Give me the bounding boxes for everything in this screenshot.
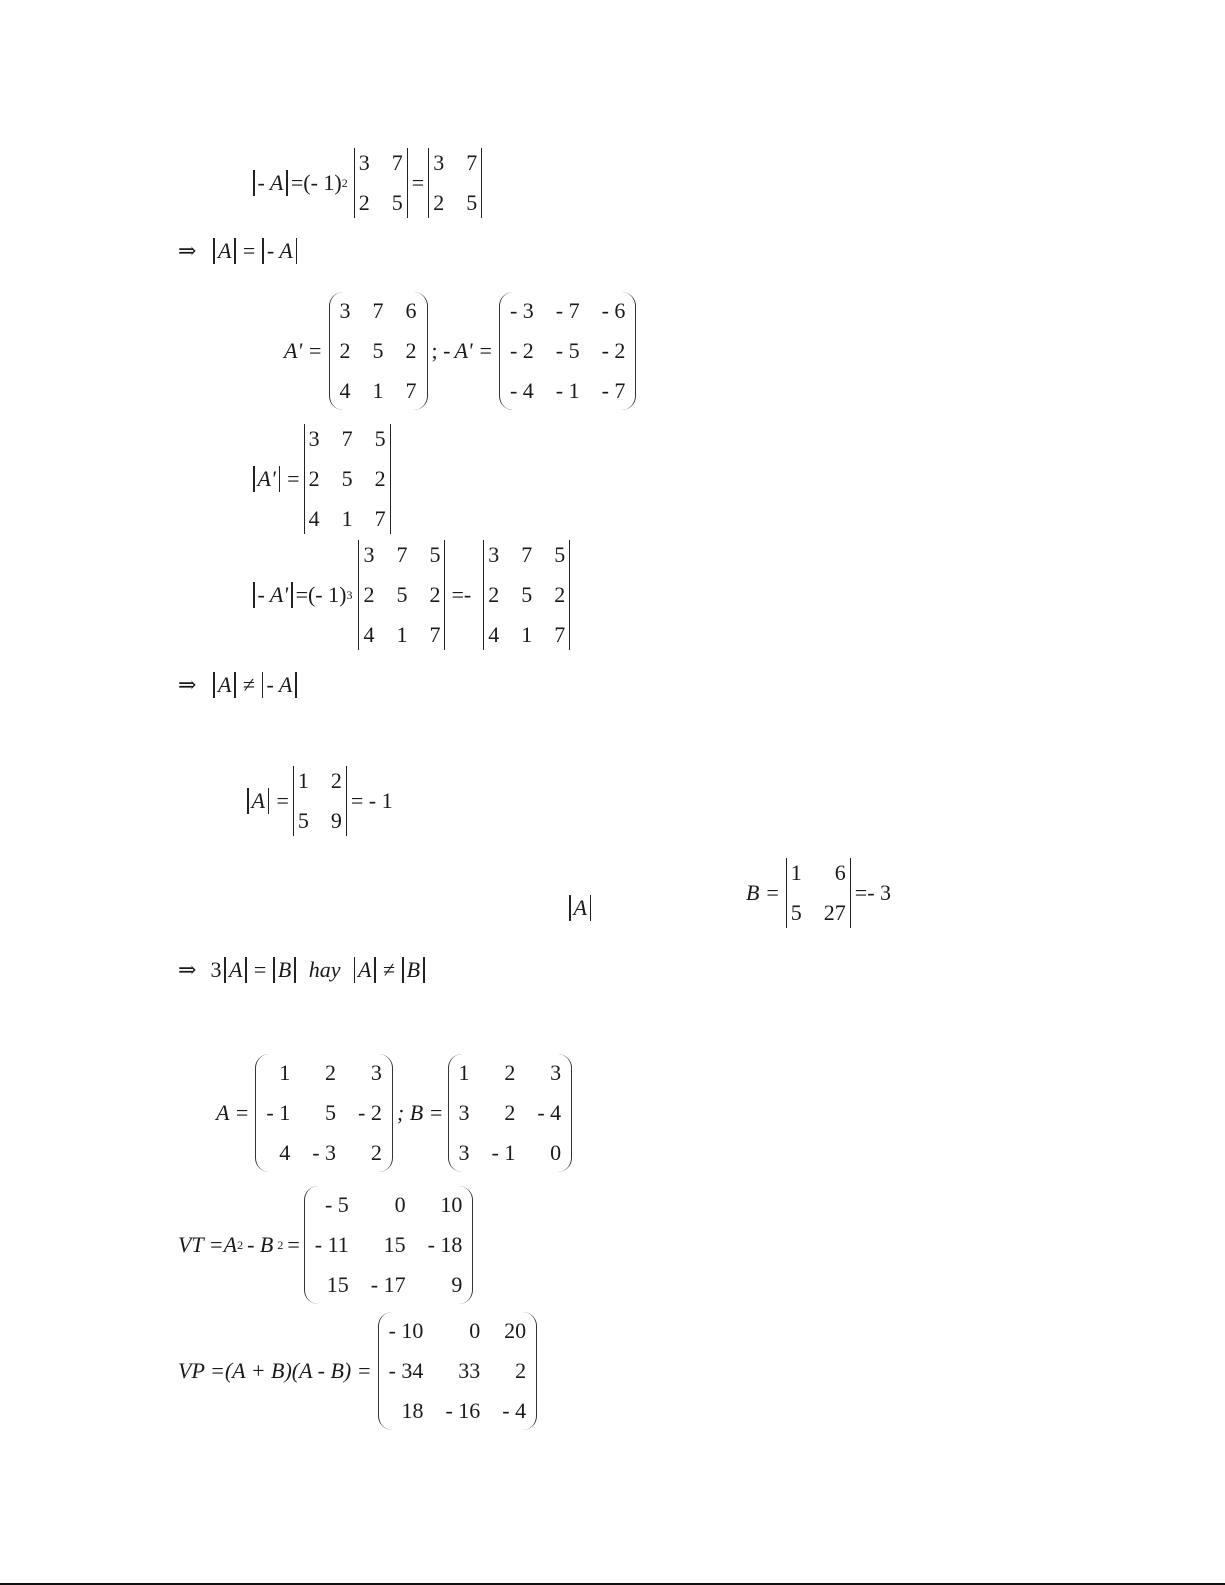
matrix-cell: - 10: [388, 1318, 424, 1343]
equation-det-b: [746, 858, 895, 928]
matrix: [378, 1312, 537, 1430]
matrix-cell: 1: [341, 506, 353, 531]
matrix-cell: 5: [554, 542, 566, 567]
exponent: 3: [346, 587, 353, 602]
expr-text: - A: [266, 238, 293, 263]
matrix-cell: 27: [823, 900, 846, 925]
matrix-cell: 5: [391, 190, 403, 215]
abs-bar: [245, 957, 247, 983]
implies-arrow: ⇒: [178, 672, 197, 697]
abs-bar: [234, 238, 236, 264]
equation-transpose-matrices: [284, 292, 636, 410]
matrix-cell: 2: [325, 1060, 337, 1085]
matrix-cell: 5: [521, 582, 533, 607]
matrix-cell: 2: [429, 582, 441, 607]
expr-text: A': [257, 466, 276, 491]
matrix-cell: 2: [433, 190, 445, 215]
matrix-cell: - 34: [388, 1358, 424, 1383]
matrix-cell: 2: [405, 338, 417, 363]
matrix-cell: - 4: [537, 1100, 562, 1125]
matrix-cell: 5: [297, 808, 309, 833]
matrix-cell: 3: [550, 1060, 562, 1085]
isolated-det-a: [566, 895, 594, 921]
expr-text: =- 3: [854, 880, 892, 905]
equation-det-a-2x2: [244, 766, 397, 836]
matrix-cell: - 7: [555, 298, 580, 323]
matrix-cell: 4: [308, 506, 320, 531]
implication-3a-equals-b: [178, 957, 428, 983]
matrix-cell: 10: [440, 1192, 463, 1217]
matrix-cell: 1: [790, 860, 802, 885]
matrix-cell: 2: [339, 338, 351, 363]
matrix-cell: - 3: [312, 1140, 337, 1165]
matrix-cell: 2: [363, 582, 375, 607]
matrix-cell: 4: [279, 1140, 291, 1165]
matrix-cell: 4: [339, 378, 351, 403]
abs-bar: [590, 895, 592, 921]
equals-sign: =: [276, 788, 289, 813]
matrix-cell: 2: [358, 190, 370, 215]
matrix-cell: - 2: [509, 338, 534, 363]
matrix-cell: 2: [554, 582, 566, 607]
implies-arrow: ⇒: [178, 238, 197, 263]
matrix-cell: 3: [433, 150, 445, 175]
determinant: [354, 148, 408, 218]
matrix-cell: 5: [341, 466, 353, 491]
implication-not-equal: [178, 672, 300, 698]
matrix-cell: 2: [374, 466, 386, 491]
determinant: [358, 540, 445, 650]
matrix-cell: - 11: [314, 1232, 349, 1257]
matrix: [448, 1054, 573, 1172]
matrix-cell: 9: [330, 808, 342, 833]
matrix-cell: 3: [488, 542, 500, 567]
equals-sign: =: [287, 466, 300, 491]
abs-bar: [213, 238, 215, 264]
matrix-cell: 3: [358, 150, 370, 175]
matrix-cell: 4: [488, 622, 500, 647]
matrix-cell: 7: [341, 426, 353, 451]
matrix-cell: 2: [515, 1358, 527, 1383]
matrix-cell: 3: [308, 426, 320, 451]
equation-vt: [178, 1186, 473, 1304]
matrix-cell: 1: [458, 1060, 470, 1085]
abs-bar: [295, 672, 297, 698]
determinant: [304, 424, 391, 534]
expr-text: - B: [247, 1232, 274, 1257]
matrix-cell: - 5: [555, 338, 580, 363]
abs-bar: [262, 672, 264, 698]
expr-text: A' =: [284, 338, 323, 363]
abs-bar: [296, 238, 298, 264]
not-equal-sign: ≠: [242, 672, 255, 697]
matrix-cell: 0: [469, 1318, 481, 1343]
equation-matrices-a-b: [216, 1054, 572, 1172]
matrix-cell: - 4: [509, 378, 534, 403]
abs-bar: [213, 672, 215, 698]
matrix-cell: 7: [405, 378, 417, 403]
implies-arrow: ⇒: [178, 957, 197, 982]
matrix-cell: 5: [466, 190, 478, 215]
equation-det-neg-a-transpose: [250, 540, 570, 650]
equation-vp: [178, 1312, 537, 1430]
matrix-cell: 5: [396, 582, 408, 607]
matrix-cell: 7: [521, 542, 533, 567]
matrix-cell: 1: [297, 768, 309, 793]
matrix-cell: - 16: [445, 1398, 481, 1423]
matrix-cell: 3: [370, 1060, 382, 1085]
matrix-cell: 5: [325, 1100, 337, 1125]
matrix: [304, 1186, 474, 1304]
expr-text: - A: [266, 672, 293, 697]
matrix-cell: 2: [370, 1140, 382, 1165]
determinant: [293, 766, 347, 836]
expr-text: B =: [746, 880, 780, 905]
matrix-cell: - 1: [266, 1100, 291, 1125]
matrix-cell: 7: [396, 542, 408, 567]
matrix-cell: 2: [504, 1100, 516, 1125]
expr-text: A' =: [454, 338, 493, 363]
matrix-cell: 15: [383, 1232, 406, 1257]
matrix-cell: 3: [458, 1140, 470, 1165]
matrix-cell: - 2: [358, 1100, 382, 1125]
expr-text: 3: [210, 957, 222, 982]
expr-text: A: [217, 238, 232, 263]
implication-equal: [178, 238, 300, 264]
abs-bar: [279, 466, 281, 492]
matrix-cell: - 5: [324, 1192, 349, 1217]
abs-bar: [402, 957, 404, 983]
abs-bar: [253, 170, 255, 196]
expr-text: A: [573, 895, 587, 920]
expr-text: B: [406, 957, 421, 982]
expr-text: A: [358, 957, 372, 982]
matrix-cell: 1: [521, 622, 533, 647]
matrix-cell: 2: [308, 466, 320, 491]
matrix-cell: - 1: [491, 1140, 516, 1165]
matrix-cell: 5: [374, 426, 386, 451]
equals-sign: =: [287, 1232, 300, 1257]
matrix-cell: - 7: [601, 378, 626, 403]
matrix-cell: 7: [372, 298, 384, 323]
abs-bar: [374, 957, 376, 983]
matrix: [329, 292, 428, 410]
matrix-cell: 7: [429, 622, 441, 647]
exponent: 2: [237, 1237, 244, 1252]
matrix-cell: 7: [466, 150, 478, 175]
expr-text: VP =(A + B)(A - B) =: [178, 1358, 372, 1383]
matrix-cell: 9: [451, 1272, 463, 1297]
matrix-cell: 7: [554, 622, 566, 647]
expr-text: A: [228, 957, 243, 982]
matrix-cell: 3: [339, 298, 351, 323]
matrix-cell: 2: [330, 768, 342, 793]
matrix-cell: - 4: [502, 1398, 527, 1423]
matrix: [255, 1054, 392, 1172]
abs-bar: [224, 957, 226, 983]
expr-text: =(- 1): [290, 170, 342, 195]
matrix-cell: 3: [458, 1100, 470, 1125]
matrix-cell: 4: [363, 622, 375, 647]
matrix-cell: - 1: [555, 378, 580, 403]
matrix-cell: - 2: [601, 338, 626, 363]
abs-bar: [268, 788, 270, 814]
abs-bar: [253, 466, 255, 492]
not-equal-sign: ≠: [382, 957, 396, 982]
equals-sign: =: [253, 957, 267, 982]
separator: ; -: [431, 338, 451, 363]
matrix-cell: - 17: [370, 1272, 406, 1297]
matrix-cell: 5: [790, 900, 802, 925]
equation-det-neg-a: [250, 148, 482, 218]
matrix-cell: - 3: [509, 298, 534, 323]
matrix-cell: 7: [391, 150, 403, 175]
equation-det-a-transpose: [250, 424, 391, 534]
determinant: [786, 858, 851, 928]
matrix-cell: 33: [458, 1358, 481, 1383]
matrix-cell: 7: [374, 506, 386, 531]
abs-bar: [253, 582, 255, 608]
matrix-cell: 2: [504, 1060, 516, 1085]
matrix-cell: 0: [550, 1140, 562, 1165]
expr-text: VT =A: [178, 1232, 238, 1257]
matrix-cell: 5: [372, 338, 384, 363]
matrix-cell: - 18: [427, 1232, 463, 1257]
matrix-cell: 1: [372, 378, 384, 403]
abs-bar: [294, 957, 296, 983]
expr-text: - A: [257, 170, 284, 195]
abs-bar: [569, 895, 571, 921]
expr-text: A =: [216, 1100, 250, 1125]
matrix: [499, 292, 636, 410]
expr-text: B: [277, 957, 292, 982]
separator: ; B =: [396, 1100, 444, 1125]
expr-text: hay: [308, 957, 341, 982]
equals-sign: =: [242, 238, 256, 263]
matrix-cell: 20: [504, 1318, 527, 1343]
determinant: [483, 540, 570, 650]
matrix-cell: 2: [488, 582, 500, 607]
matrix-cell: 18: [401, 1398, 424, 1423]
determinant: [428, 148, 482, 218]
matrix-cell: 1: [279, 1060, 291, 1085]
expr-text: A: [251, 788, 265, 813]
abs-bar: [234, 672, 236, 698]
exponent: 2: [277, 1237, 284, 1252]
exponent: 2: [341, 175, 348, 190]
abs-bar: [286, 170, 288, 196]
matrix-cell: 1: [396, 622, 408, 647]
abs-bar: [291, 582, 293, 608]
expr-text: = - 1: [350, 788, 393, 813]
matrix-cell: 0: [394, 1192, 406, 1217]
matrix-cell: 6: [405, 298, 417, 323]
equals-sign: =: [411, 170, 425, 195]
expr-text: A: [217, 672, 232, 697]
matrix-cell: 6: [834, 860, 846, 885]
matrix-cell: 3: [363, 542, 375, 567]
matrix-cell: - 6: [601, 298, 626, 323]
abs-bar: [423, 957, 425, 983]
equals-minus-sign: =-: [451, 582, 472, 607]
abs-bar: [247, 788, 249, 814]
matrix-cell: 5: [429, 542, 441, 567]
abs-bar: [354, 957, 356, 983]
abs-bar: [262, 238, 264, 264]
expr-text: =(- 1): [295, 582, 347, 607]
matrix-cell: 15: [326, 1272, 349, 1297]
abs-bar: [273, 957, 275, 983]
expr-text: - A': [257, 582, 289, 607]
